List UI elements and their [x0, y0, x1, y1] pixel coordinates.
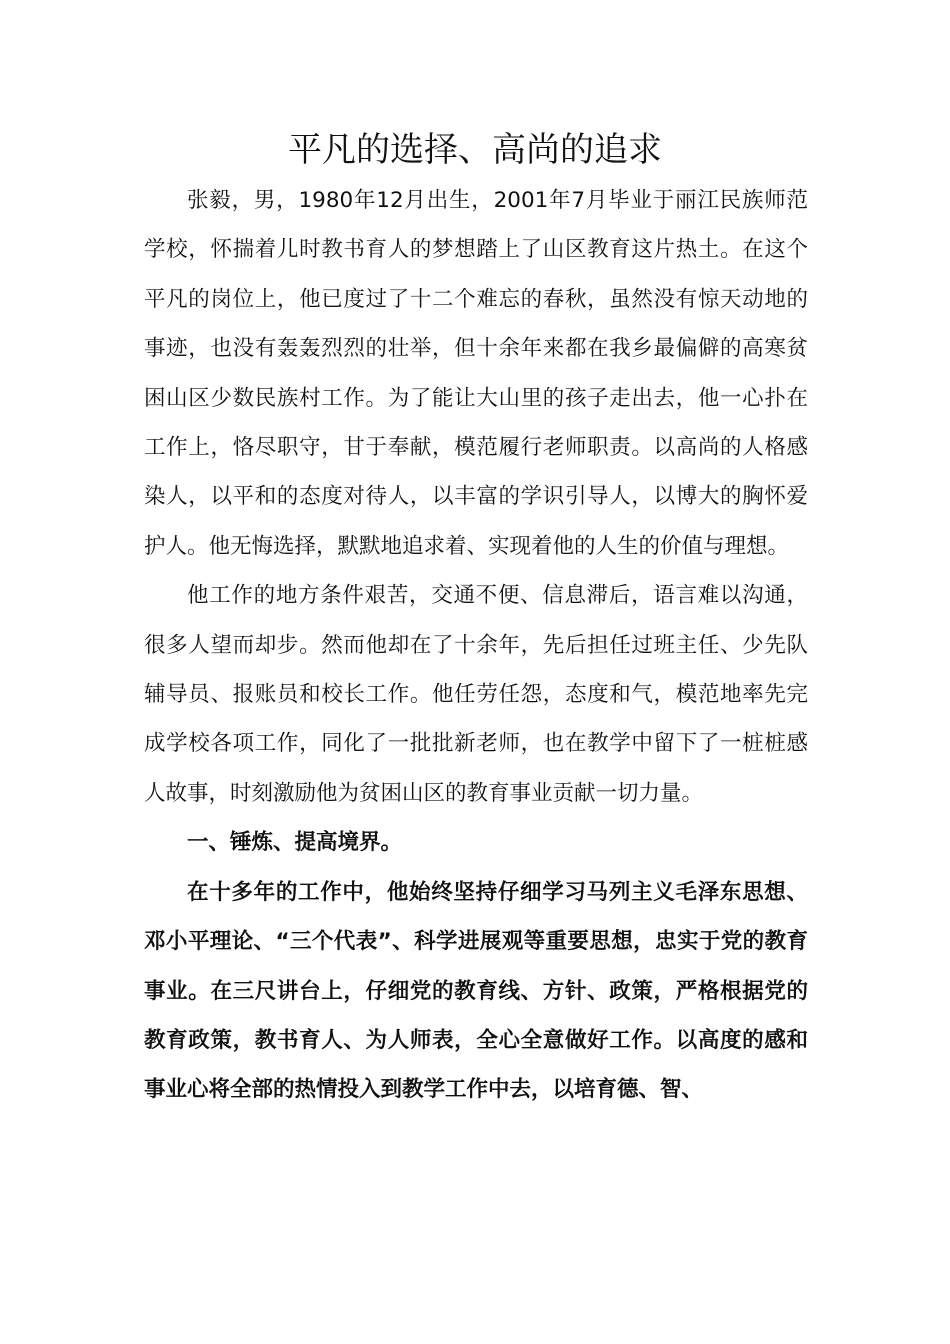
document-title: 平凡的选择、高尚的追求 — [288, 130, 662, 170]
section-paragraph: 在十多年的工作中，他始终坚持仔细学习马列主义毛泽东思想、邓小平理论、“三个代表”、科学进展观等重要思想，忠实于党的教育事业。在三尺讲台上，仔细党的教育线、方针、政策，严格根据党的教育政策，教书育人、为人师表，全心全意做好工作。以高度的感和事业心将全部的热情投入到教学工作中去，以培育德、智、 — [144, 879, 808, 1103]
paragraph-work-conditions: 他工作的地方条件艰苦，交通不便、信息滞后，语言难以沟通，很多人望而却步。然而他却在了十余年，先后担任过班主任、少先队辅导员、报账员和校长工作。他任劳任怨，态度和气，模范地率先完成学校各项工作，同化了一批批新老师，也在教学中留下了一桩桩感人故事，时刻激励他为贫困山区的教育事业贡献一切力量。 — [144, 583, 808, 806]
section-heading: 一、锤炼、提高境界。 — [187, 830, 403, 856]
paragraph-intro: 张毅，男，1980年12月出生，2001年7月毕业于丽江民族师范学校，怀揣着儿时教书育人的梦想踏上了山区教育这片热土。在这个平凡的岗位上，他已度过了十二个难忘的春秋，虽然没有惊天动地的事迹，也没有轰轰烈烈的壮举，但十余年来都在我乡最偏僻的高寒贫困山区少数民族村工作。为了能让大山里的孩子走出去，他一心扑在工作上，恪尽职守，甘于奉献，模范履行老师职责。以高尚的人格感染人，以平和的态度对待人，以丰富的学识引导人，以博大的胸怀爱护人。他无悔选择，默默地追求着、实现着他的人生的价值与理想。 — [144, 188, 808, 559]
document-body — [144, 176, 808, 1115]
